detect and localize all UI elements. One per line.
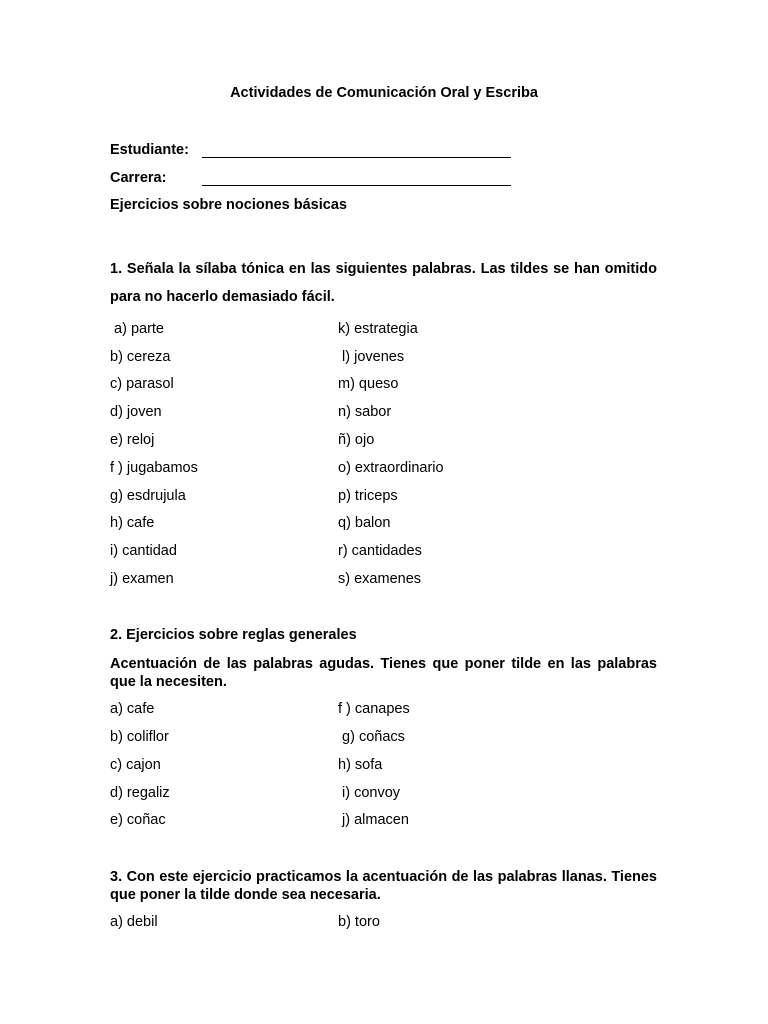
list-item: ñ) ojo [338,432,375,448]
list-item: e) reloj [110,432,155,448]
list-item: c) cajon [110,757,161,773]
list-item: e) coñac [110,812,166,828]
list-item: r) cantidades [338,543,422,559]
list-item: a) cafe [110,701,155,717]
section1-heading: 1. Señala la sílaba tónica en las siguientes palabras. Las tildes se han omitido para no hacerlo demasiado fácil. [110,261,657,305]
list-item: j) examen [110,571,174,587]
list-item: d) joven [110,404,162,420]
list-item: f ) jugabamos [110,460,198,476]
list-item: b) coliflor [110,729,169,745]
list-item: b) cereza [110,349,171,365]
section2-heading: 2. Ejercicios sobre reglas generales [110,627,357,643]
list-item: n) sabor [338,404,392,420]
list-item: j) almacen [338,812,409,828]
list-item: a) parte [110,321,164,337]
list-item: h) sofa [338,757,383,773]
list-item: p) triceps [338,488,398,504]
carrera-label: Carrera: [110,170,167,186]
list-item: i) convoy [338,785,401,801]
estudiante-blank-line[interactable] [202,142,511,158]
section2-instruction: Acentuación de las palabras agudas. Tienes que poner tilde en las palabras que la necesiten. [110,656,657,690]
list-item: c) parasol [110,376,174,392]
estudiante-label: Estudiante: [110,142,189,158]
list-item: o) extraordinario [338,460,444,476]
list-item: l) jovenes [338,349,405,365]
subtitle: Ejercicios sobre nociones básicas [110,197,347,213]
list-item: i) cantidad [110,543,177,559]
list-item: k) estrategia [338,321,418,337]
carrera-blank-line[interactable] [202,170,511,186]
list-item: d) regaliz [110,785,170,801]
list-item: q) balon [338,515,391,531]
list-item: g) esdrujula [110,488,186,504]
list-item: b) toro [338,914,380,930]
page-title: Actividades de Comunicación Oral y Escriba [230,85,538,101]
section3-heading: 3. Con este ejercicio practicamos la acentuación de las palabras llanas. Tienes que poner la tilde donde sea necesaria. [110,869,657,903]
list-item: f ) canapes [338,701,410,717]
list-item: h) cafe [110,515,155,531]
list-item: a) debil [110,914,158,930]
list-item: m) queso [338,376,399,392]
list-item: g) coñacs [338,729,405,745]
list-item: s) examenes [338,571,422,587]
